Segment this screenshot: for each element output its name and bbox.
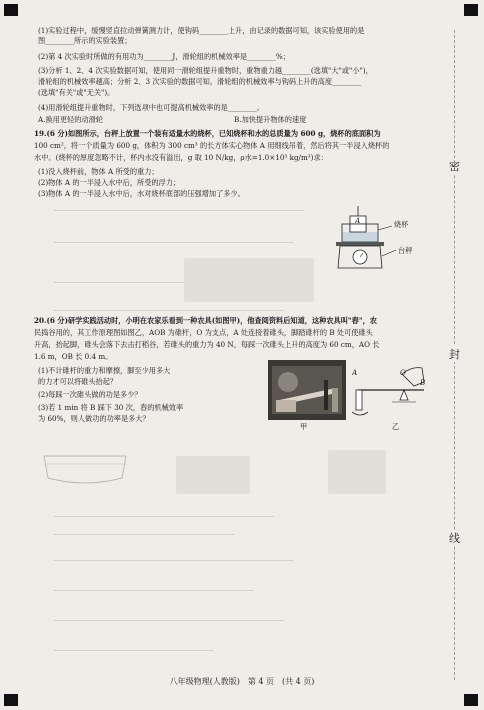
bleed-through-block [184,258,314,302]
q20-sub3-cont: 为 60%，则人做功的功率是多大？ [38,414,150,423]
corner-mark-bottom-left [4,694,18,706]
bleed-through-block [176,456,250,494]
q20-stem-line2: 民捣谷用的，其工作原理图如图乙，AOB 为碓杆，O 为支点，A 处连接着碓头，脚踏碓杆的 B 处可使碓头 [34,328,373,337]
q18-option-b: B.加快提升物体的速度 [234,115,307,124]
side-label-feng: 封 [449,348,460,361]
page-footer: 八年级物理(人教版) 第 4 页 (共 4 页) [169,677,315,686]
q19-sub2: (2)物体 A 的一半浸入水中后，所受的浮力； [38,178,181,187]
q18-part3-cont: 滑轮组的机械效率越高；分析 2、3 次实验的数据可知，滑轮组的机械效率与钩码上升的高度________ [38,77,361,86]
q20-stem-line1: 20.(6 分)研学实践活动时，小明在农家乐看到一种农具(如图甲)，他查阅资料后知道，这种农具叫"舂"，农 [34,316,377,325]
answer-area-line [54,620,284,621]
answer-area-line [54,560,294,561]
q19-label-scale: 台秤 [398,246,413,255]
q19-sub1: (1)没入烧杯前，物体 A 所受的重力； [38,167,159,176]
q20-sub2: (2)每踩一次碓头做的功是多少？ [38,390,142,399]
q20-label-O: O [400,368,406,377]
bleed-through-block [328,450,386,494]
answer-area-line [54,242,294,243]
q18-part4: (4)用滑轮组提升重物时，下列选项中也可提高机械效率的是________。 [38,103,264,112]
q18-part3: (3)分析 1、2、4 次实验数据可知，使用同一滑轮组提升重物时，重物重力越________(选填"大"或"小")， [38,66,373,75]
side-label-xian: 线 [449,532,460,545]
corner-mark-bottom-right [464,694,478,706]
q18-part2: (2)第 4 次实验时所做的有用功为________J，滑轮组的机械效率是________%； [38,52,290,61]
q20-label-A: A [352,368,358,377]
bleed-through-beaker [40,452,130,488]
answer-area-line [54,210,304,211]
q19-label-cup: 烧杯 [394,220,409,229]
answer-area-line [54,590,254,591]
q20-stem-line3: 升高，抬起脚，碓头会落下去击打稻谷，若碓头的重力为 40 N，每踩一次碓头上升的高度为 60 cm，AO 长 [34,340,380,349]
q19-stem-line2: 100 cm²，将一个质量为 600 g，体积为 300 cm³ 的长方体实心物体 A 用细线吊着，然后将其一半浸入烧杯的 [34,141,390,150]
q19-stem-line1: 19.(6 分)如图所示，台秤上放置一个装有适量水的烧杯，已知烧杯和水的总质量为 600 g，烧杯的底面积为 [34,129,381,138]
q20-sub3: (3)若 1 min 将 B 踩下 30 次，舂的机械效率 [38,403,184,412]
answer-area-line [54,650,214,651]
q20-sub1: (1)不计碓杆的重力和摩擦，脚至少用多大 [38,366,171,375]
answer-area-line [54,534,234,535]
q19-label-a: A [355,216,361,225]
q20-photo-jia [268,360,346,420]
q20-sub1-cont: 的力才可以将碓头抬起？ [38,377,118,386]
corner-mark-top-left [4,4,18,16]
q20-caption-jia: 甲 [300,422,308,431]
side-label-mi: 密 [449,160,460,173]
q20-lever-diagram-yi [352,360,430,422]
q18-part3-cont2: (选填"有关"或"无关")。 [38,88,115,97]
q19-sub3: (3)物体 A 的一半浸入水中后，水对烧杯底部的压强增加了多少。 [38,189,245,198]
answer-area-line [54,516,274,517]
q18-part1: (1)实验过程中，缓慢竖直拉动弹簧测力计，使钩码________上升，由记录的数据可知，该实验使用的是 [38,26,365,35]
q20-stem-line4: 1.6 m，OB 长 0.4 m。 [34,352,113,361]
q20-caption-yi: 乙 [392,422,400,431]
q18-option-a: A.换用更轻的动滑轮 [38,115,103,124]
page-content [34,20,430,692]
corner-mark-top-right [464,4,478,16]
answer-area-line [54,310,284,311]
q18-part1-cont: 图________所示的实验装置； [38,36,132,45]
q19-stem-line3: 水中。(烧杯的厚度忽略不计，杯内水没有溢出，g 取 10 N/kg，ρ水=1.0×10³ kg/m³)求： [34,153,328,162]
q19-scale-figure [330,204,430,276]
q20-label-B: B [420,378,426,387]
